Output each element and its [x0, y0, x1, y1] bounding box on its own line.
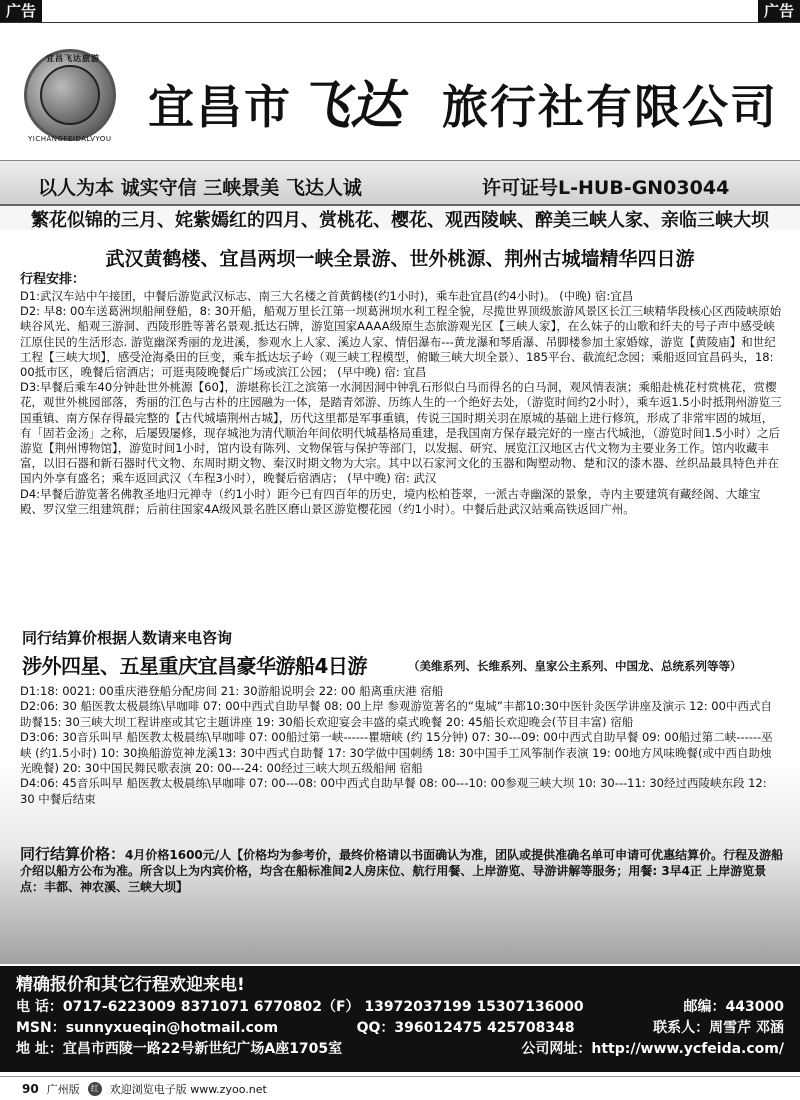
company-name-part-2: 旅行社有限公司: [442, 80, 778, 134]
itinerary: [20, 268, 782, 517]
license-number: 许可证号L-HUB-GN03044: [482, 177, 730, 199]
price-text: 4月价格1600元/人【价格均为参考价，最终价格请以书面确认为准，团队或提供准确名单可申请可优惠结算价。行程及游船介绍以船方公布为准。所含以上为内宾价格，均含在船标准间2人房床位、航行用餐、上岸游览、导游讲解等服务；用餐: 3早4正 上岸游览景点：丰都、神农溪、三峡大坝】: [20, 848, 784, 894]
ship-day-3: D3:06: 30音乐叫早 船医教太极晨练\早咖啡 07: 00船过第一峡------瞿塘峡 (约 15分钟) 07: 30---09: 00中西式自助早餐 09: 00船过第二峡------巫 峡 (约1.5小时) 10: 30换船游览神龙溪13: 30中西式自助餐 17: 30学做中国刺绣 18: 30中国手工风筝制作表演 19: 00地方风味晚餐(或中西自助烛光晚餐) 20: 30中国民舞民歌表演 20: 00---24: 00经过三峡大坝五级船闸 宿船: [20, 730, 773, 776]
ship-day-4: D4:06: 45音乐叫早 船医教太极晨练\早咖啡 07: 00---08: 00中西式自助早餐 08: 00---10: 00参观三峡大坝 10: 30---11: 30经过西陵峡东段 12: 30 中餐后结束: [20, 776, 767, 806]
ship-series: （美维系列、长维系列、皇家公主系列、中国龙、总统系列等等）: [408, 659, 742, 673]
magazine-logo-icon: 红: [88, 1082, 102, 1096]
contact-block: [0, 966, 800, 1072]
header: [0, 22, 800, 158]
ad-tag-left: 广告: [0, 0, 42, 22]
route-title: 武汉黄鹤楼、宜昌两坝一峡全景游、世外桃源、荆州古城墙精华四日游: [105, 248, 695, 270]
slogan-bar: [0, 160, 800, 206]
ship-tour-title: 涉外四星、五星重庆宜昌豪华游船4日游: [22, 654, 367, 678]
page-number: 90: [22, 1081, 39, 1096]
footer-website-text[interactable]: 欢迎浏览电子版 www.zyoo.net: [109, 1082, 267, 1096]
phone-numbers: 0717-6223009 8371071 6770802（F） 13972037199 15307136000: [62, 999, 584, 1015]
ship-day-2: D2:06: 30 船医教太极晨练\早咖啡 07: 00中西式自助早餐 08: 00上岸 参观游览著名的“鬼城”丰都10:30中医针灸医学讲座及演示 12: 00中西式自助餐15: 30三峡大坝工程讲座或其它主题讲座 19: 30船长欢迎宴会丰盛的桌式晚餐 20: 45船长欢迎晚会(节目丰富) 宿船: [20, 699, 772, 729]
qq-label: QQ：: [356, 1020, 395, 1036]
globe-icon: [40, 65, 100, 125]
postcode-label: 邮编：: [683, 999, 726, 1015]
logo-ring-text-top: 宜昌飞达旅游: [46, 54, 100, 63]
ship-price-note: 同行结算价根据人数请来电咨询: [22, 629, 233, 647]
logo-ring-text-bottom: YICHANGFEIDALVYOU: [28, 135, 112, 143]
contact-person: 周雪芹 邓涵: [709, 1020, 784, 1036]
msn-label: MSN：: [16, 1020, 66, 1036]
ad-tag-right: 广告: [758, 0, 800, 22]
contact-address-line: [16, 1039, 784, 1060]
address-label: 地 址：: [16, 1041, 63, 1057]
itinerary-day-4: D4:早餐后游览著名佛教圣地归元禅寺（约1小时）距今已有四百年的历史，境内松柏苍翠，一派古寺幽深的景象，寺内主要建筑有藏经阁、大雄宝殿、罗汉堂三组建筑群；后前往国家4A级风景名胜区磨山景区游览樱花园（约1小时）。中餐后赴武汉站乘高铁返回广州。: [20, 486, 761, 516]
contact-person-label: 联系人：: [653, 1020, 710, 1036]
edition-label: 广州版: [46, 1082, 80, 1096]
postcode: 443000: [725, 999, 784, 1015]
ship-day-1: D1:18: 0021: 00重庆港登船分配房间 21: 30游船说明会 22: 00 船离重庆港 宿船: [20, 684, 444, 698]
price-block: [20, 846, 785, 895]
phone-label: 电 话：: [16, 999, 63, 1015]
contact-phone-line: [16, 997, 784, 1018]
ship-itinerary: [20, 684, 782, 807]
address: 宜昌市西陵一路22号新世纪广场A座1705室: [62, 1041, 343, 1057]
highlight-banner: 繁花似锦的三月、姹紫嫣红的四月、赏桃花、樱花、观西陵峡、醉美三峡人家、亲临三峡大坝: [0, 206, 800, 230]
itinerary-day-3: D3:早餐后乘车40分钟赴世外桃源【60】，游堪称长江之滨第一水洞因洞中钟乳石形似白马而得名的白马洞，观风情表演；乘船赴桃花村赏桃花，赏樱花，观世外桃园部落，秀丽的江色与古朴的庄园融为一体，是踏青郊游、历练人生的一个绝好去处，（游览时间约2小时），乘车返1.5小时抵荆州游览三国重镇、南方保存得最完整的【古代城墙荆州古城】，历代这里都是军事重镇，传说三国时期关羽在原城的基础上进行修筑，形成了非常牢固的城垣，有「固若金汤」之称，后屡毁屡修，现存城池为清代顺治年间依明代城基格局重建，是我国南方保存最完好的一座古代城池，（游览时间1.5小时）之后游览【荆州博物馆】，游览时间1小时，馆内设有陈列、文物保管与保护等部门，以发掘、研究、展览江汉地区古代文物为主要业务工作。馆内收藏丰富，以旧石器和新石器时代文物、东周时期文物、秦汉时期文物为大宗。其中以石家河文化的玉器和陶塑动物、楚和汉的漆木器、丝织品最具特色并在国内外享有盛名；乘车返回武汉（车程3小时），晚餐后宿酒店； (早中晚) 宿: 武汉: [20, 380, 782, 486]
contact-msn-line: [16, 1018, 784, 1039]
page-footer: [0, 1076, 800, 1100]
itinerary-label: 行程安排：: [20, 272, 86, 287]
brand-logo-text: 飞达: [298, 75, 403, 136]
website-label: 公司网址：: [521, 1041, 592, 1057]
company-name-part-1: 宜昌市: [148, 80, 292, 134]
slogan: 以人为本 诚实守信 三峡景美 飞达人诚: [38, 177, 362, 199]
website-link[interactable]: http://www.ycfeida.com/: [591, 1041, 784, 1057]
price-label: 同行结算价格：: [20, 845, 126, 863]
contact-headline: 精确报价和其它行程欢迎来电!: [16, 975, 245, 995]
itinerary-day-2: D2: 早8: 00车送葛洲坝船闸登船，8: 30开船，船观万里长江第一坝葛洲坝水利工程全貌，尽揽世界顶级旅游风景区长江三峡精华段核心区西陵峡原始峡谷风光、船观三游洞、西陵形胜等著名景观.抵达石牌，游览国家AAAA级原生态旅游观光区【三峡人家】，在么妹子的山歌和纤夫的号子声中感受峡江原住民的生活形态. 游览幽深秀丽的龙进溪，参观水上人家、溪边人家、情侣瀑布---黄龙瀑和琴盾瀑、吊脚楼参加土家婚嫁，游览【黄陵庙】和世纪工程【三峡大坝】，感受沧海桑田的巨变，乘车抵达坛子岭（观三峡工程模型，俯瞰三峡大坝全景）、185平台、截流纪念园；乘船返回宜昌码头，18: 00抵市区，晚餐后宿酒店；可逛夷陵晚餐后广场或滨江公园； (早中晚) 宿: 宜昌: [20, 304, 782, 380]
qq-numbers: 396012475 425708348: [394, 1020, 575, 1036]
itinerary-day-1: D1:武汉车站中午接团，中餐后游览武汉标志、南三大名楼之首黄鹤楼(约1小时)，乘车赴宜昌(约4小时)。 (中晚) 宿:宜昌: [20, 289, 634, 303]
msn-address: sunnyxueqin@hotmail.com: [65, 1020, 279, 1036]
